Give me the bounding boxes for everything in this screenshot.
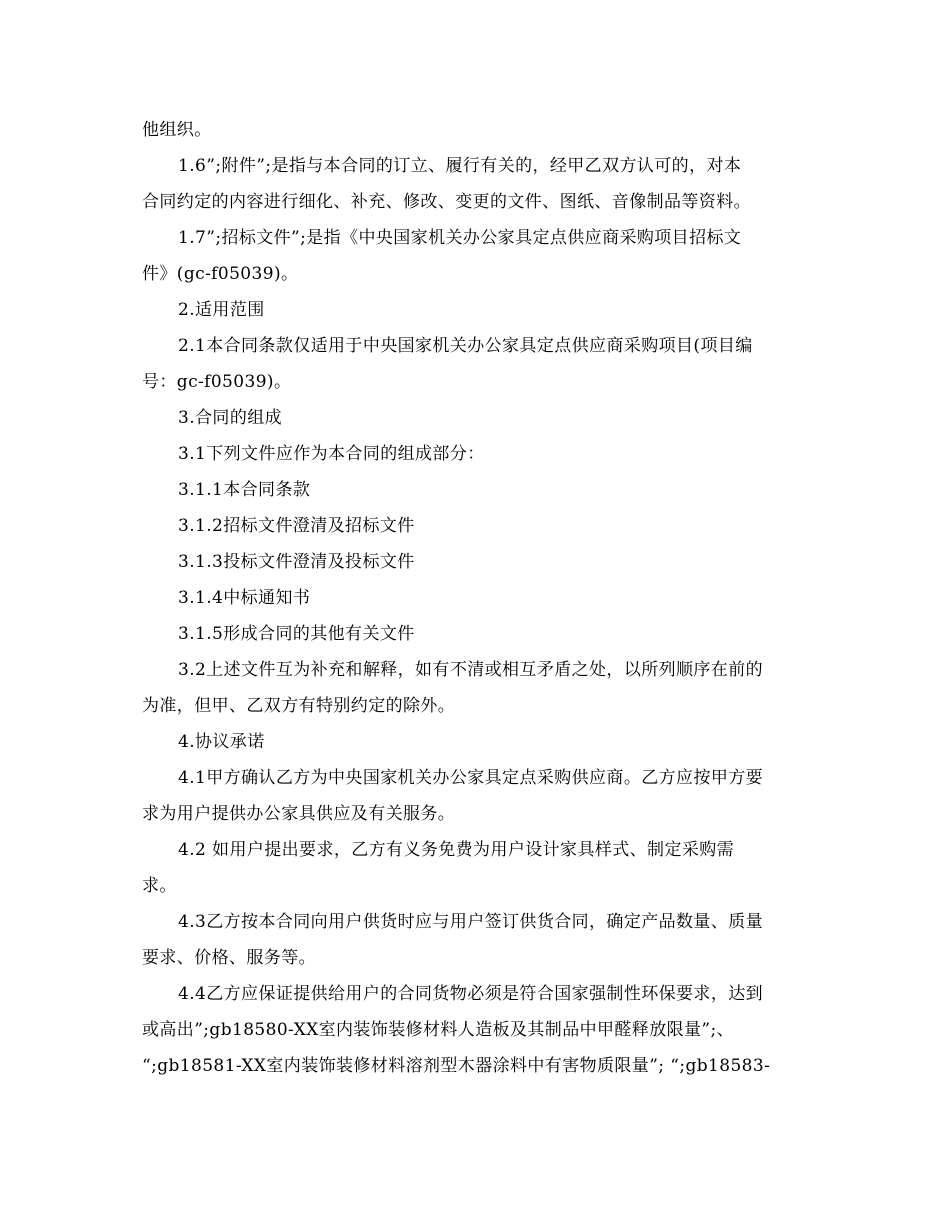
paragraph-4-4	[142, 976, 812, 1084]
list-item-3-1-1	[142, 472, 812, 508]
text-line: 或高出”;gb18580-XX室内装饰装修材料人造板及其制品中甲醛释放限量”;、	[142, 1020, 735, 1040]
section-heading-2	[142, 292, 812, 328]
text-line: 4.4乙方应保证提供给用户的合同货物必须是符合国家强制性环保要求，达到	[178, 984, 764, 1004]
text-line: 3.1.2招标文件澄清及招标文件	[178, 516, 415, 536]
list-item-3-1-5	[142, 616, 812, 652]
list-item-3-1-3	[142, 544, 812, 580]
text-line: 1.7”;招标文件”;是指《中央国家机关办公家具定点供应商采购项目招标文	[178, 228, 742, 248]
paragraph-3-1	[142, 436, 812, 472]
text-line: 为准，但甲、乙双方有特别约定的除外。	[142, 696, 456, 716]
paragraph-3-2	[142, 652, 812, 724]
text-line: 合同约定的内容进行细化、补充、修改、变更的文件、图纸、音像制品等资料。	[142, 192, 751, 212]
text-line: 1.6”;附件”;是指与本合同的订立、履行有关的，经甲乙双方认可的，对本	[178, 156, 742, 176]
text-line: 3.1.4中标通知书	[178, 588, 311, 608]
section-heading-3	[142, 400, 812, 436]
paragraph	[142, 112, 812, 148]
text-line: 2.1本合同条款仅适用于中央国家机关办公家具定点供应商采购项目(项目编	[178, 336, 753, 356]
text-line: 3.合同的组成	[178, 408, 283, 428]
text-line: 3.1.3投标文件澄清及投标文件	[178, 552, 415, 572]
text-line: 4.协议承诺	[178, 732, 265, 752]
section-heading-4	[142, 724, 812, 760]
text-line: 求为用户提供办公家具供应及有关服务。	[142, 804, 456, 824]
paragraph-definition-1-7	[142, 220, 812, 292]
paragraph-4-3	[142, 904, 812, 976]
text-line: 4.2 如用户提出要求，乙方有义务免费为用户设计家具样式、制定采购需	[178, 840, 735, 860]
text-line: 3.1.5形成合同的其他有关文件	[178, 624, 415, 644]
text-line: 3.1下列文件应作为本合同的组成部分：	[178, 444, 485, 464]
paragraph-2-1	[142, 328, 812, 400]
text-line: 2.适用范围	[178, 300, 265, 320]
paragraph-4-1	[142, 760, 812, 832]
text-line: 3.2上述文件互为补充和解释，如有不清或相互矛盾之处，以所列顺序在前的	[178, 660, 764, 680]
text-line: “;gb18581-XX室内装饰装修材料溶剂型木器涂料中有害物质限量”; “;gb18583-	[142, 1056, 771, 1076]
text-line: 4.3乙方按本合同向用户供货时应与用户签订供货合同，确定产品数量、质量	[178, 912, 764, 932]
text-line: 4.1甲方确认乙方为中央国家机关办公家具定点采购供应商。乙方应按甲方要	[178, 768, 764, 788]
text-line: 求。	[142, 876, 177, 896]
text-line: 3.1.1本合同条款	[178, 480, 311, 500]
paragraph-4-2	[142, 832, 812, 904]
text-line: 号：gc-f05039)。	[142, 372, 292, 392]
list-item-3-1-2	[142, 508, 812, 544]
text-line: 件》(gc-f05039)。	[142, 264, 299, 284]
text-line: 要求、价格、服务等。	[142, 948, 316, 968]
document-body	[142, 112, 812, 1084]
paragraph-definition-1-6	[142, 148, 812, 220]
list-item-3-1-4	[142, 580, 812, 616]
text-line: 他组织。	[142, 120, 212, 140]
